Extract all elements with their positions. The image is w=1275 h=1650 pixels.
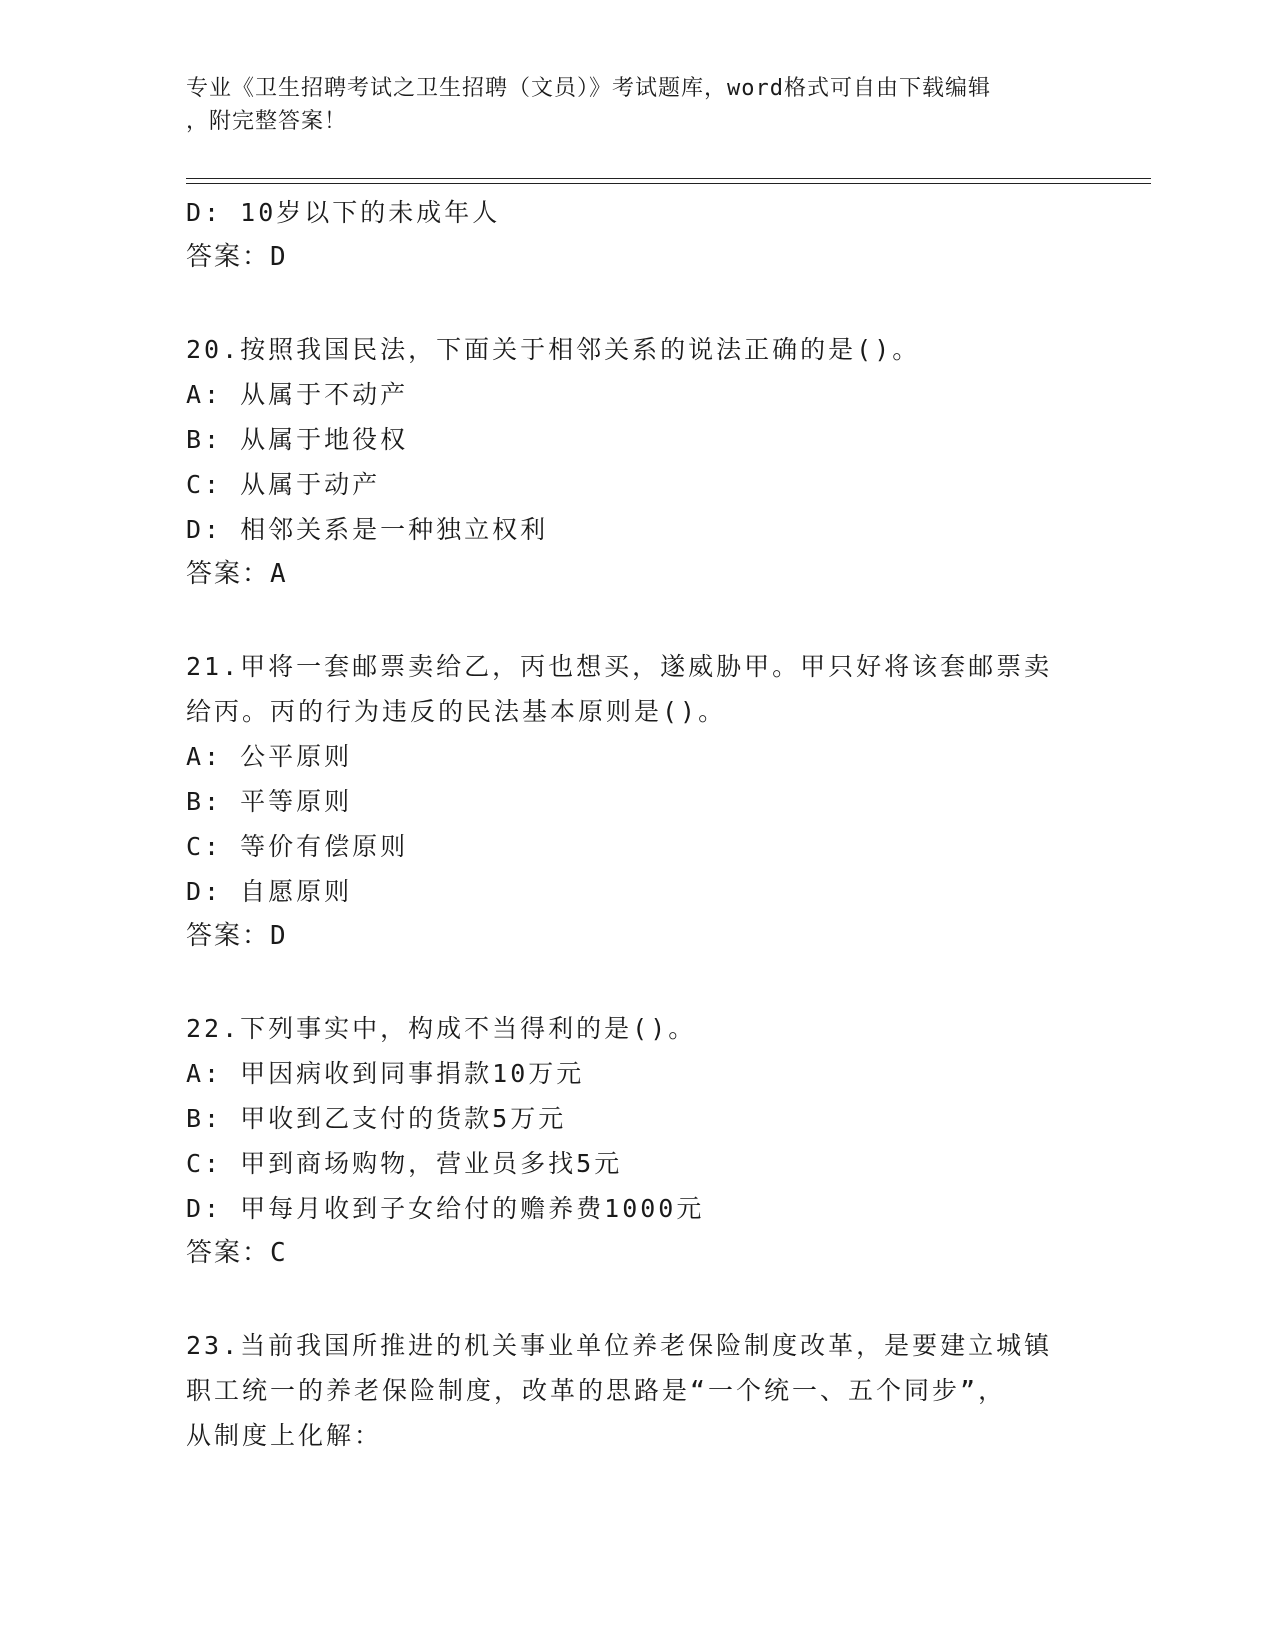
header-divider-top	[186, 178, 1151, 179]
answer-value: A	[270, 559, 286, 589]
answer-value: C	[270, 1238, 286, 1268]
option-b: B: 甲收到乙支付的货款5万元	[186, 1104, 567, 1133]
answer-value: D	[270, 242, 286, 272]
answer-label: 答案：	[186, 1238, 271, 1268]
option-b: B: 从属于地役权	[186, 425, 409, 454]
option-d: D: 相邻关系是一种独立权利	[186, 515, 549, 544]
spacer	[186, 280, 1086, 327]
option-a: A: 公平原则	[186, 742, 353, 771]
question-stem: 23.当前我国所推进的机关事业单位养老保险制度改革，是要建立城镇	[186, 1331, 1053, 1360]
option-b: B: 平等原则	[186, 787, 353, 816]
question-stem-continued: 职工统一的养老保险制度，改革的思路是“一个统一、五个同步”，	[186, 1376, 1007, 1405]
question-23	[186, 1323, 1086, 1458]
question-22	[186, 1006, 1086, 1276]
option-a: A: 从属于不动产	[186, 380, 409, 409]
spacer	[186, 1276, 1086, 1323]
spacer	[186, 597, 1086, 644]
spacer	[186, 959, 1086, 1006]
question-stem: 21.甲将一套邮票卖给乙，丙也想买，遂威胁甲。甲只好将该套邮票卖	[186, 652, 1053, 681]
question-20	[186, 327, 1086, 597]
answer-value: D	[270, 921, 286, 951]
header-divider-bottom	[186, 183, 1151, 184]
answer-line	[186, 1231, 1086, 1276]
question-content	[186, 190, 1086, 1458]
option-d: D: 甲每月收到子女给付的赡养费1000元	[186, 1194, 705, 1223]
option-d: D: 自愿原则	[186, 877, 353, 906]
header-line-1: 专业《卫生招聘考试之卫生招聘（文员）》考试题库，word格式可自由下载编辑	[186, 76, 991, 101]
answer-line	[186, 235, 1086, 280]
answer-line	[186, 914, 1086, 959]
option-d: D: 10岁以下的未成年人	[186, 198, 501, 227]
question-21	[186, 644, 1086, 959]
option-a: A: 甲因病收到同事捐款10万元	[186, 1059, 585, 1088]
option-c: C: 从属于动产	[186, 470, 381, 499]
answer-line	[186, 552, 1086, 597]
answer-label: 答案：	[186, 559, 271, 589]
option-c: C: 等价有偿原则	[186, 832, 409, 861]
page-header	[186, 72, 1066, 138]
answer-label: 答案：	[186, 242, 271, 272]
question-19-tail	[186, 190, 1086, 280]
question-stem-continued: 给丙。丙的行为违反的民法基本原则是()。	[186, 697, 727, 726]
option-c: C: 甲到商场购物，营业员多找5元	[186, 1149, 623, 1178]
question-stem: 22.下列事实中，构成不当得利的是()。	[186, 1014, 697, 1043]
header-line-2: ，附完整答案！	[186, 109, 348, 134]
question-stem-continued: 从制度上化解：	[186, 1421, 383, 1450]
answer-label: 答案：	[186, 921, 271, 951]
question-stem: 20.按照我国民法，下面关于相邻关系的说法正确的是()。	[186, 335, 921, 364]
